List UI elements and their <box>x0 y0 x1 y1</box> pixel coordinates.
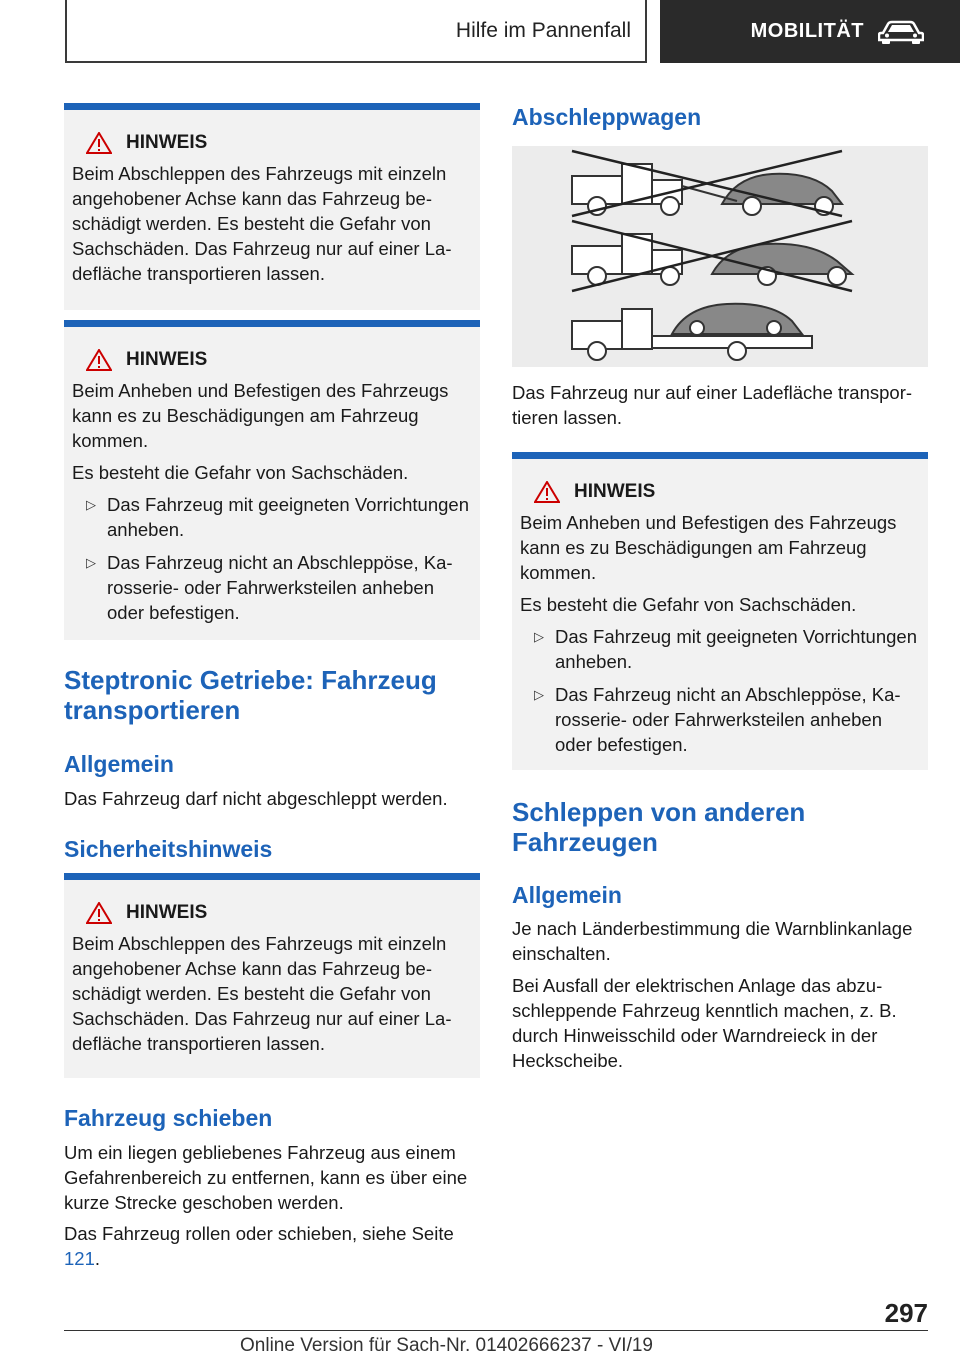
triangle-bullet-icon: ▷ <box>86 555 96 570</box>
list-item: ▷ Das Fahrzeug nicht an Abschleppöse, Karosserie- oder Fahrwerksteilen anheben oder befestigen. <box>534 684 901 755</box>
bullet-list <box>72 492 470 625</box>
notice-title: HINWEIS <box>72 347 470 372</box>
heading-fahrzeug-schieben: Fahrzeug schieben <box>64 1105 273 1131</box>
warning-triangle-icon <box>534 481 560 503</box>
header-section-box <box>65 0 647 63</box>
triangle-bullet-icon: ▷ <box>534 629 544 644</box>
heading-steptronic: Steptronic Getriebe: Fahrzeug transportieren <box>64 665 437 725</box>
paragraph-page-ref: Das Fahrzeug rollen oder schieben, siehe Seite 121. <box>64 1223 454 1269</box>
bullet-list <box>520 624 918 757</box>
notice-text: Beim Abschleppen des Fahrzeugs mit einzeln angehobener Achse kann das Fahrzeug beschädigt werden. Es besteht die Gefahr von Sachschäden. Das Fahrzeug nur auf einer Ladefläche transportieren lassen. <box>72 163 452 284</box>
paragraph: Je nach Länderbestimmung die Warnblinkanlage einschalten. <box>512 918 913 964</box>
paragraph: Um ein liegen gebliebenes Fahrzeug aus einem Gefahrenbereich zu entfernen, kann es über eine kurze Strecke geschoben werden. <box>64 1142 468 1213</box>
header-section-title: Hilfe im Pannenfall <box>455 18 631 42</box>
page-number: 297 <box>884 1298 928 1328</box>
heading-allgemein-right: Allgemein <box>512 882 622 908</box>
triangle-bullet-icon: ▷ <box>534 687 544 702</box>
towing-methods-figure <box>512 146 928 367</box>
page-link[interactable]: 121 <box>64 1248 95 1269</box>
paragraph: Das Fahrzeug darf nicht abgeschleppt werden. <box>64 788 448 809</box>
notice-box-1 <box>64 103 480 310</box>
towing-illustration <box>512 146 928 367</box>
notice-text-2: Es besteht die Gefahr von Sachschäden. <box>72 462 409 483</box>
figure-caption: Das Fahrzeug nur auf einer Ladefläche transportieren lassen. <box>512 382 913 428</box>
notice-text: Beim Anheben und Befestigen des Fahrzeugs kann es zu Beschädigungen am Fahrzeug kommen. <box>72 380 449 451</box>
heading-allgemein: Allgemein <box>64 751 174 777</box>
notice-text: Beim Abschleppen des Fahrzeugs mit einzeln angehobener Achse kann das Fahrzeug beschädigt werden. Es besteht die Gefahr von Sachschäden. Das Fahrzeug nur auf einer Ladefläche transportieren lassen. <box>72 933 452 1054</box>
notice-title: HINWEIS <box>520 479 918 504</box>
warning-triangle-icon <box>86 902 112 924</box>
notice-text-2: Es besteht die Gefahr von Sachschäden. <box>520 594 857 615</box>
notice-title: HINWEIS <box>72 130 470 155</box>
header-chapter-tab <box>660 0 960 63</box>
list-item: ▷ Das Fahrzeug mit geeigneten Vorrichtungen anheben. <box>86 494 469 540</box>
notice-box-4 <box>512 452 928 770</box>
list-item: ▷ Das Fahrzeug mit geeigneten Vorrichtungen anheben. <box>534 626 917 672</box>
warning-triangle-icon <box>86 349 112 371</box>
heading-schleppen: Schleppen von anderen Fahrzeugen <box>512 797 806 857</box>
notice-title: HINWEIS <box>72 900 470 925</box>
triangle-bullet-icon: ▷ <box>86 497 96 512</box>
footer-divider <box>64 1330 928 1331</box>
heading-sicherheitshinweis: Sicherheitshinweis <box>64 836 273 862</box>
notice-box-2 <box>64 320 480 640</box>
footer-online-version: Online Version für Sach-Nr. 01402666237 - VI/19 <box>240 1335 653 1356</box>
notice-text: Beim Anheben und Befestigen des Fahrzeugs kann es zu Beschädigungen am Fahrzeug kommen. <box>520 512 897 583</box>
paragraph: Bei Ausfall der elektrischen Anlage das abzuschleppende Fahrzeug kenntlich machen, z. B. durch Hinweisschild oder Warndreieck in der Heckscheibe. <box>512 975 897 1071</box>
warning-triangle-icon <box>86 132 112 154</box>
list-item: ▷ Das Fahrzeug nicht an Abschleppöse, Karosserie- oder Fahrwerksteilen anheben oder befestigen. <box>86 552 453 623</box>
heading-abschleppwagen: Abschleppwagen <box>512 104 702 130</box>
notice-box-3 <box>64 873 480 1078</box>
car-icon <box>878 19 924 45</box>
header-chapter-title: MOBILITÄT <box>750 20 864 42</box>
